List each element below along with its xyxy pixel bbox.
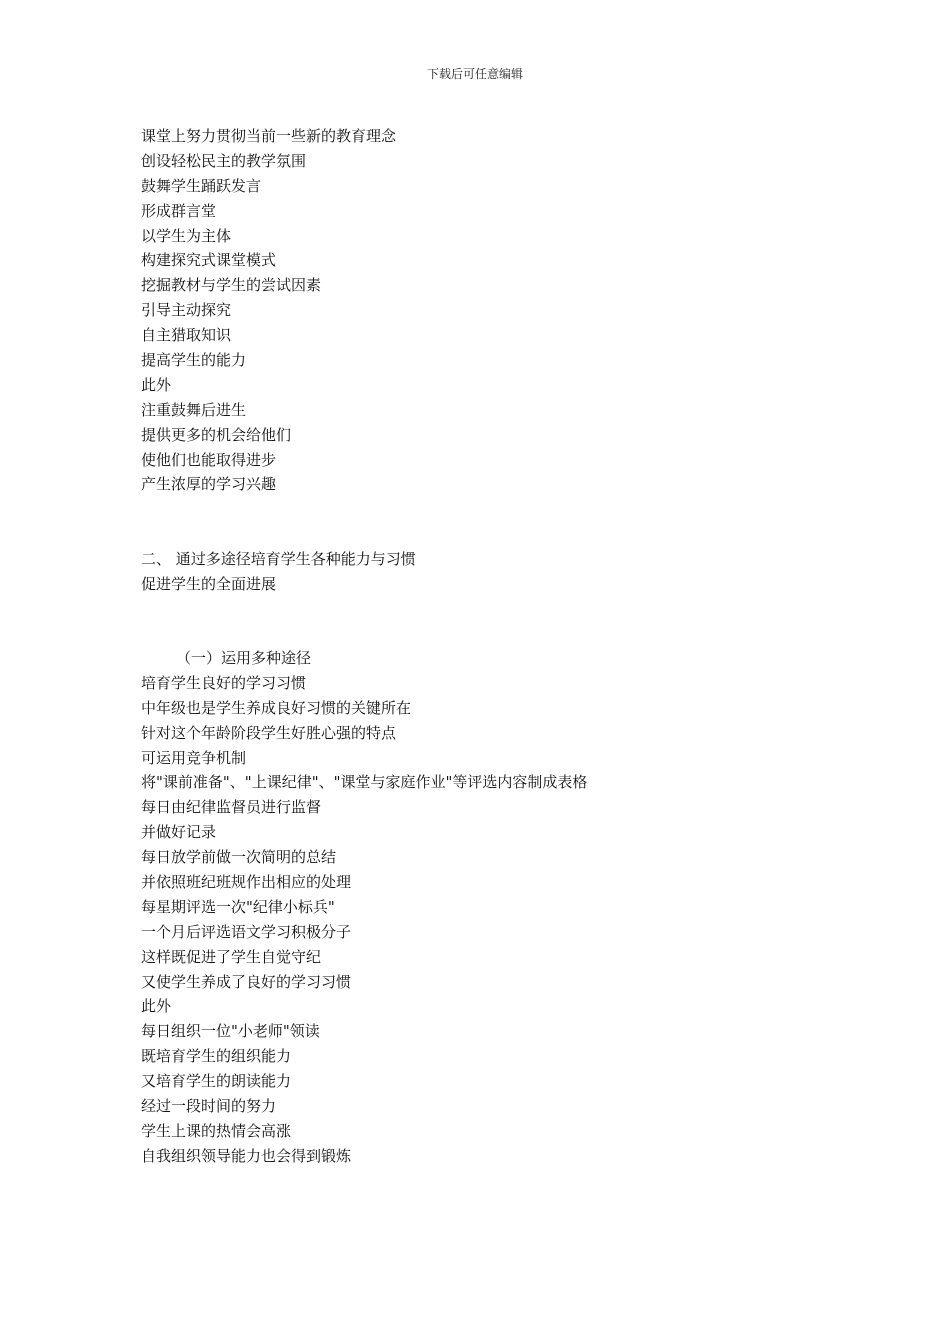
text-line: 每星期评选一次"纪律小标兵" xyxy=(141,897,335,916)
text-line: 经过一段时间的努力 xyxy=(141,1097,277,1116)
text-line: 自我组织领导能力也会得到锻炼 xyxy=(141,1146,352,1165)
text-line: 可运用竞争机制 xyxy=(141,748,247,767)
text-line: 提高学生的能力 xyxy=(141,351,247,370)
text-line: 自主猎取知识 xyxy=(141,326,232,345)
text-line: 并依照班纪班规作出相应的处理 xyxy=(141,873,352,892)
text-line: 产生浓厚的学习兴趣 xyxy=(141,475,277,494)
text-line: 挖掘教材与学生的尝试因素 xyxy=(141,276,322,295)
text-line: 每日放学前做一次简明的总结 xyxy=(141,848,337,867)
text-line: 构建探究式课堂模式 xyxy=(141,251,277,270)
text-line: 并做好记录 xyxy=(141,823,217,842)
page-header-note: 下载后可任意编辑 xyxy=(426,67,523,81)
text-line: 引导主动探究 xyxy=(141,301,232,320)
text-line: 此外 xyxy=(141,375,172,394)
text-line: 提供更多的机会给他们 xyxy=(141,425,292,444)
text-line: 既培育学生的组织能力 xyxy=(141,1047,292,1066)
text-line: 学生上课的热情会高涨 xyxy=(141,1121,292,1140)
text-line: 每日组织一位"小老师"领读 xyxy=(141,1022,320,1041)
text-line: 创设轻松民主的教学氛围 xyxy=(141,151,307,170)
text-line: 又培育学生的朗读能力 xyxy=(141,1072,292,1091)
text-line: 形成群言堂 xyxy=(141,201,217,220)
subsection-title: （一）运用多种途径 xyxy=(176,649,312,667)
text-line: 注重鼓舞后进生 xyxy=(141,400,247,419)
section-title-continued: 促进学生的全面进展 xyxy=(141,574,277,593)
section-title: 二、 通过多途径培育学生各种能力与习惯 xyxy=(141,550,416,568)
text-line: 针对这个年龄阶段学生好胜心强的特点 xyxy=(141,723,397,742)
text-line: 使他们也能取得进步 xyxy=(141,450,277,469)
text-line: 每日由纪律监督员进行监督 xyxy=(141,798,322,817)
paragraph-block-habits xyxy=(141,646,841,1169)
section-heading-two xyxy=(141,547,841,597)
text-line: 一个月后评选语文学习积极分子 xyxy=(141,922,352,941)
text-line: 鼓舞学生踊跃发言 xyxy=(141,176,262,195)
text-line: 培育学生良好的学习习惯 xyxy=(141,673,307,692)
text-line: 又使学生养成了良好的学习习惯 xyxy=(141,972,352,991)
text-line: 以学生为主体 xyxy=(141,226,232,245)
text-line: 课堂上努力贯彻当前一些新的教育理念 xyxy=(141,127,397,145)
text-line: 此外 xyxy=(141,997,172,1016)
text-line: 中年级也是学生养成良好习惯的关键所在 xyxy=(141,698,412,717)
text-line: 将"课前准备"、"上课纪律"、"课堂与家庭作业"等评选内容制成表格 xyxy=(141,773,588,792)
text-line: 这样既促进了学生自觉守纪 xyxy=(141,947,322,966)
paragraph-block-classroom xyxy=(141,124,841,497)
